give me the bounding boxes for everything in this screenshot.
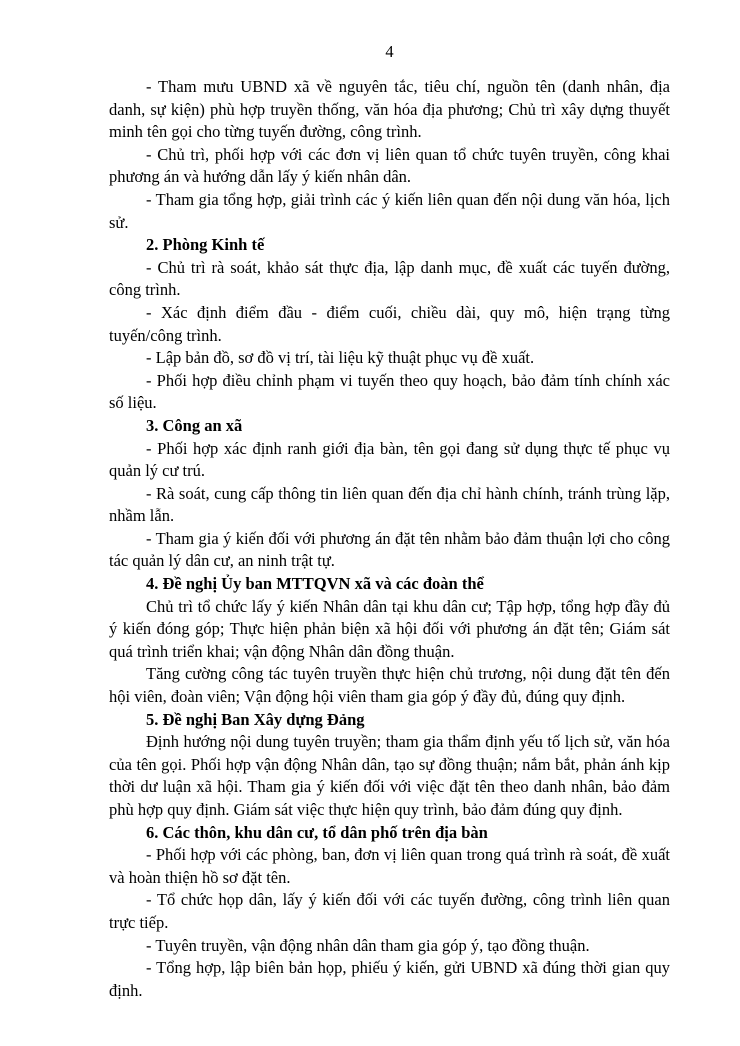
- paragraph: - Phối hợp với các phòng, ban, đơn vị liên quan trong quá trình rà soát, đề xuất và hoàn thiện hồ sơ đặt tên.: [109, 845, 670, 887]
- paragraph: - Phối hợp xác định ranh giới địa bàn, tên gọi đang sử dụng thực tế phục vụ quản lý cư trú.: [109, 438, 670, 481]
- paragraph: - Tham gia tổng hợp, giải trình các ý kiến liên quan đến nội dung văn hóa, lịch sử.: [109, 189, 670, 232]
- paragraph: - Tham gia ý kiến đối với phương án đặt tên nhằm bảo đảm thuận lợi cho công tác quản lý dân cư, an ninh trật tự.: [109, 528, 670, 571]
- paragraph: Tăng cường công tác tuyên truyền thực hiện chủ trương, nội dung đặt tên đến hội viên, đoàn viên; Vận động hội viên tham gia góp ý đầy đủ, đúng quy định.: [109, 664, 670, 707]
- paragraph: - Chủ trì, phối hợp với các đơn vị liên quan tổ chức tuyên truyền, công khai phương án và hướng dẫn lấy ý kiến nhân dân.: [109, 144, 670, 187]
- paragraph: - Phối hợp điều chỉnh phạm vi tuyến theo quy hoạch, bảo đảm tính chính xác số liệu.: [109, 370, 670, 413]
- paragraph: - Tổ chức họp dân, lấy ý kiến đối với các tuyến đường, công trình liên quan trực tiếp.: [109, 890, 670, 932]
- paragraph: Định hướng nội dung tuyên truyền; tham gia thẩm định yếu tố lịch sử, văn hóa của tên gọi. Phối hợp vận động Nhân dân, tạo sự đồng thuận; nắm bắt, phản ánh kịp thời dư luận xã hội. Tham gia ý kiến đối với việc đặt tên theo danh nhân, bảo đảm phù hợp quy định. Giám sát việc thực hiện quy trình, bảo đảm đúng quy định.: [109, 732, 670, 819]
- paragraph: - Chủ trì rà soát, khảo sát thực địa, lập danh mục, đề xuất các tuyến đường, công trình.: [109, 257, 670, 300]
- paragraph: - Xác định điểm đầu - điểm cuối, chiều dài, quy mô, hiện trạng từng tuyến/công trình.: [109, 302, 670, 345]
- document-body: [109, 76, 670, 1002]
- paragraph: - Tổng hợp, lập biên bản họp, phiếu ý kiến, gửi UBND xã đúng thời gian quy định.: [109, 958, 670, 1000]
- page-number: 4: [385, 42, 394, 61]
- paragraph: - Rà soát, cung cấp thông tin liên quan đến địa chỉ hành chính, tránh trùng lặp, nhầm lẫn.: [109, 483, 670, 526]
- section-heading: 6. Các thôn, khu dân cư, tổ dân phố trên địa bàn: [146, 822, 488, 842]
- paragraph: Chủ trì tổ chức lấy ý kiến Nhân dân tại khu dân cư; Tập hợp, tổng hợp đầy đủ ý kiến đóng góp; Thực hiện phản biện xã hội đối với phương án đặt tên; Giám sát quá trình triển khai; vận động Nhân dân đồng thuận.: [109, 596, 670, 661]
- paragraph: - Tuyên truyền, vận động nhân dân tham gia góp ý, tạo đồng thuận.: [146, 935, 590, 955]
- paragraph: - Lập bản đồ, sơ đồ vị trí, tài liệu kỹ thuật phục vụ đề xuất.: [146, 348, 535, 368]
- paragraph: - Tham mưu UBND xã về nguyên tắc, tiêu chí, nguồn tên (danh nhân, địa danh, sự kiện) phù hợp truyền thống, văn hóa địa phương; Chủ trì xây dựng thuyết minh tên gọi cho từng tuyến đường, công trình.: [109, 77, 670, 142]
- section-heading: 4. Đề nghị Ủy ban MTTQVN xã và các đoàn thể: [146, 574, 484, 594]
- section-heading: 5. Đề nghị Ban Xây dựng Đảng: [146, 709, 365, 729]
- section-heading: 2. Phòng Kinh tế: [146, 235, 265, 255]
- section-heading: 3. Công an xã: [146, 415, 243, 435]
